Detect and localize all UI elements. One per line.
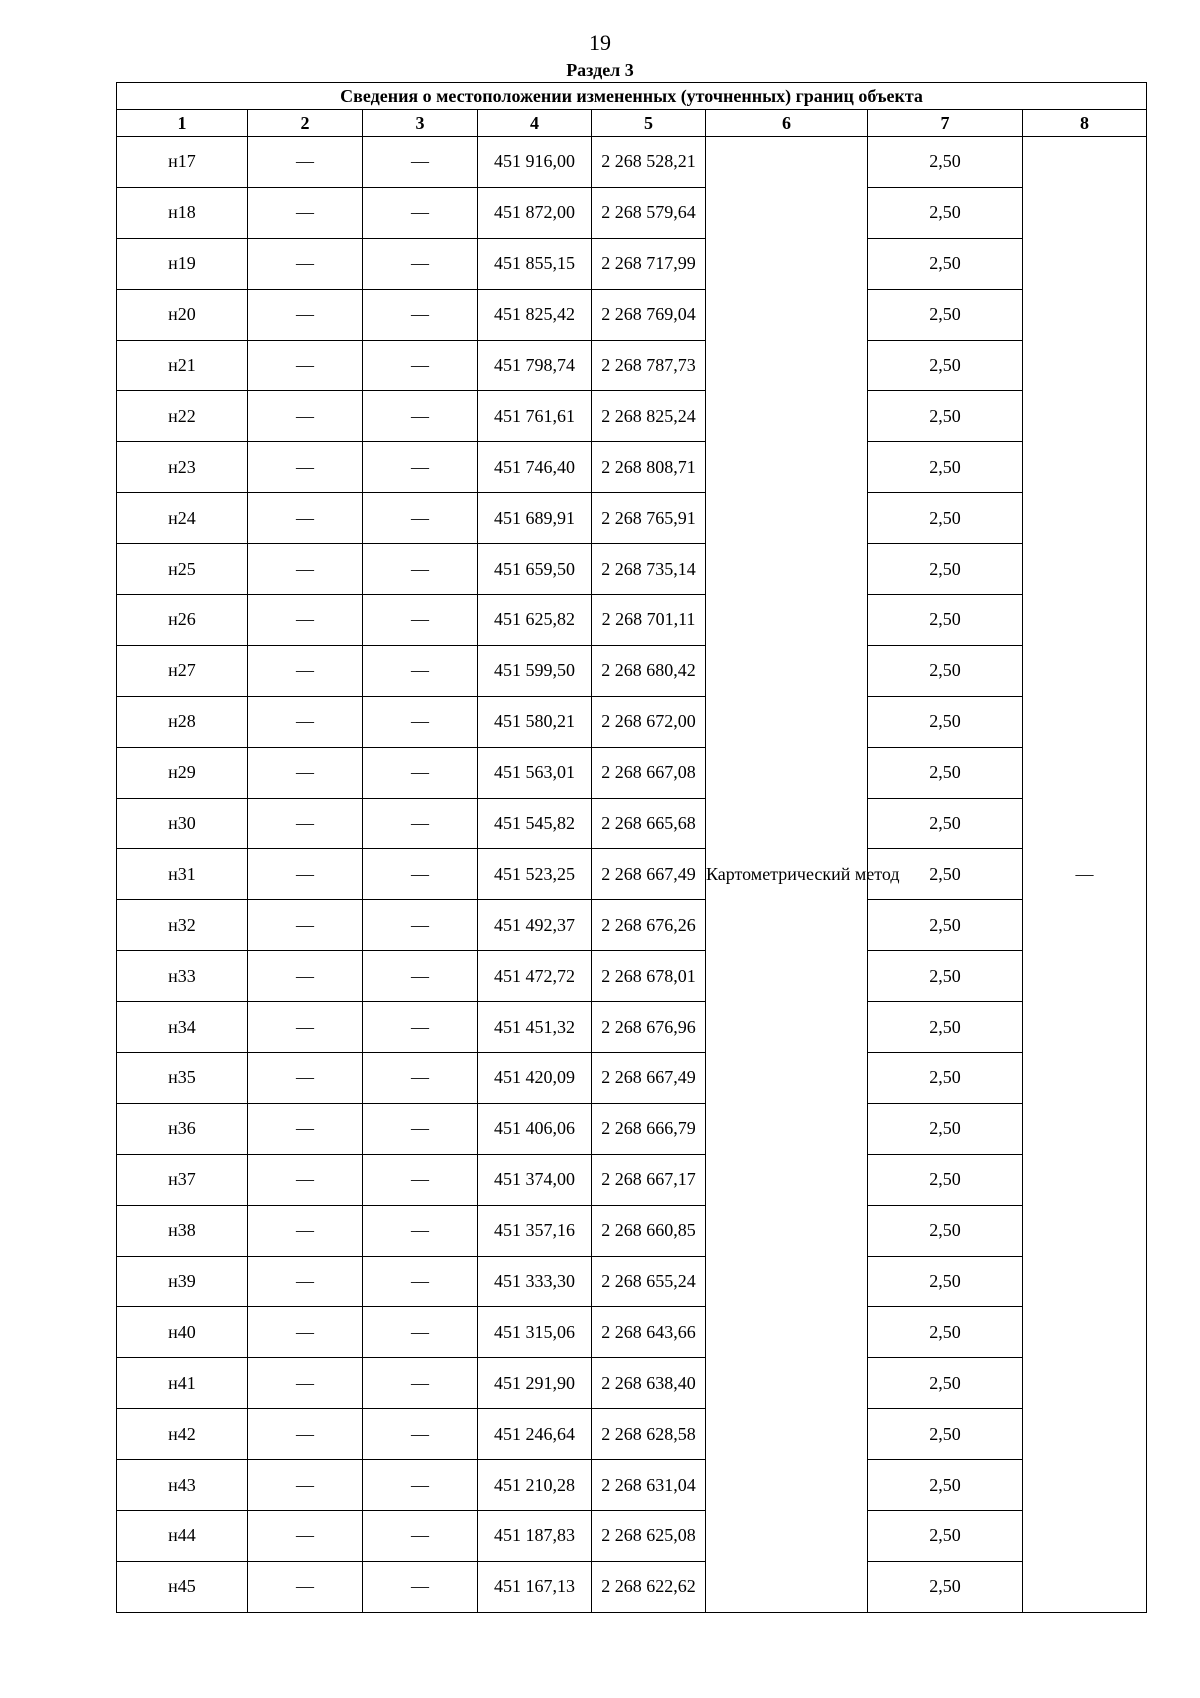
col2-cell: — <box>248 1002 363 1053</box>
col3-cell: — <box>363 1256 478 1307</box>
column-header-7: 7 <box>868 110 1023 137</box>
x-coordinate-cell: 451 167,13 <box>478 1561 592 1612</box>
y-coordinate-cell: 2 268 638,40 <box>592 1358 706 1409</box>
table-row <box>117 696 1147 747</box>
point-name-cell: н27 <box>117 645 248 696</box>
point-name-cell: н43 <box>117 1460 248 1511</box>
table-row <box>117 544 1147 595</box>
column-header-8: 8 <box>1023 110 1147 137</box>
y-coordinate-cell: 2 268 676,96 <box>592 1002 706 1053</box>
point-name-cell: н18 <box>117 187 248 238</box>
error-cell: 2,50 <box>868 289 1023 340</box>
col3-cell: — <box>363 1511 478 1562</box>
table-row <box>117 1511 1147 1562</box>
col2-cell: — <box>248 544 363 595</box>
error-cell: 2,50 <box>868 1460 1023 1511</box>
section-label: Раздел 3 <box>566 60 634 80</box>
point-name-cell: н45 <box>117 1561 248 1612</box>
col3-cell: — <box>363 798 478 849</box>
table-title: Сведения о местоположении измененных (уточненных) границ объекта <box>117 83 1147 110</box>
coordinates-table <box>116 82 1147 1613</box>
y-coordinate-cell: 2 268 660,85 <box>592 1205 706 1256</box>
col2-cell: — <box>248 442 363 493</box>
y-coordinate-cell: 2 268 787,73 <box>592 340 706 391</box>
col2-cell: — <box>248 1103 363 1154</box>
point-name-cell: н23 <box>117 442 248 493</box>
point-name-cell: н41 <box>117 1358 248 1409</box>
x-coordinate-cell: 451 761,61 <box>478 391 592 442</box>
error-cell: 2,50 <box>868 645 1023 696</box>
y-coordinate-cell: 2 268 769,04 <box>592 289 706 340</box>
point-name-cell: н42 <box>117 1409 248 1460</box>
x-coordinate-cell: 451 746,40 <box>478 442 592 493</box>
column-header-2: 2 <box>248 110 363 137</box>
point-name-cell: н32 <box>117 900 248 951</box>
col2-cell: — <box>248 1053 363 1104</box>
error-cell: 2,50 <box>868 900 1023 951</box>
col3-cell: — <box>363 951 478 1002</box>
table-row <box>117 1053 1147 1104</box>
x-coordinate-cell: 451 333,30 <box>478 1256 592 1307</box>
point-name-cell: н22 <box>117 391 248 442</box>
point-name-cell: н20 <box>117 289 248 340</box>
table-row <box>117 1409 1147 1460</box>
col3-cell: — <box>363 1154 478 1205</box>
x-coordinate-cell: 451 315,06 <box>478 1307 592 1358</box>
error-cell: 2,50 <box>868 340 1023 391</box>
error-cell: 2,50 <box>868 1256 1023 1307</box>
col3-cell: — <box>363 1053 478 1104</box>
table-row <box>117 849 1147 900</box>
error-cell: 2,50 <box>868 442 1023 493</box>
error-cell: 2,50 <box>868 187 1023 238</box>
col3-cell: — <box>363 238 478 289</box>
error-cell: 2,50 <box>868 849 1023 900</box>
col3-cell: — <box>363 1307 478 1358</box>
x-coordinate-cell: 451 291,90 <box>478 1358 592 1409</box>
x-coordinate-cell: 451 798,74 <box>478 340 592 391</box>
col8-cell: — <box>1023 137 1147 1613</box>
col3-cell: — <box>363 1409 478 1460</box>
x-coordinate-cell: 451 357,16 <box>478 1205 592 1256</box>
table-row <box>117 798 1147 849</box>
x-coordinate-cell: 451 872,00 <box>478 187 592 238</box>
x-coordinate-cell: 451 916,00 <box>478 137 592 188</box>
col3-cell: — <box>363 493 478 544</box>
column-header-6: 6 <box>706 110 868 137</box>
point-name-cell: н28 <box>117 696 248 747</box>
y-coordinate-cell: 2 268 667,17 <box>592 1154 706 1205</box>
col2-cell: — <box>248 1154 363 1205</box>
y-coordinate-cell: 2 268 579,64 <box>592 187 706 238</box>
x-coordinate-cell: 451 855,15 <box>478 238 592 289</box>
col2-cell: — <box>248 238 363 289</box>
error-cell: 2,50 <box>868 1103 1023 1154</box>
col3-cell: — <box>363 595 478 646</box>
y-coordinate-cell: 2 268 765,91 <box>592 493 706 544</box>
column-header-1: 1 <box>117 110 248 137</box>
col2-cell: — <box>248 1460 363 1511</box>
column-header-3: 3 <box>363 110 478 137</box>
column-header-5: 5 <box>592 110 706 137</box>
point-name-cell: н19 <box>117 238 248 289</box>
col2-cell: — <box>248 391 363 442</box>
point-name-cell: н38 <box>117 1205 248 1256</box>
point-name-cell: н29 <box>117 747 248 798</box>
col3-cell: — <box>363 747 478 798</box>
y-coordinate-cell: 2 268 643,66 <box>592 1307 706 1358</box>
y-coordinate-cell: 2 268 667,49 <box>592 849 706 900</box>
x-coordinate-cell: 451 659,50 <box>478 544 592 595</box>
y-coordinate-cell: 2 268 622,62 <box>592 1561 706 1612</box>
method-cell: Картометрический метод <box>706 137 868 1613</box>
point-name-cell: н25 <box>117 544 248 595</box>
error-cell: 2,50 <box>868 696 1023 747</box>
error-cell: 2,50 <box>868 137 1023 188</box>
y-coordinate-cell: 2 268 825,24 <box>592 391 706 442</box>
x-coordinate-cell: 451 406,06 <box>478 1103 592 1154</box>
table-row <box>117 391 1147 442</box>
x-coordinate-cell: 451 625,82 <box>478 595 592 646</box>
table-row <box>117 340 1147 391</box>
y-coordinate-cell: 2 268 667,08 <box>592 747 706 798</box>
y-coordinate-cell: 2 268 735,14 <box>592 544 706 595</box>
page-number: 19 <box>589 30 611 55</box>
error-cell: 2,50 <box>868 1307 1023 1358</box>
column-header-4: 4 <box>478 110 592 137</box>
error-cell: 2,50 <box>868 1409 1023 1460</box>
col3-cell: — <box>363 696 478 747</box>
error-cell: 2,50 <box>868 1053 1023 1104</box>
error-cell: 2,50 <box>868 798 1023 849</box>
x-coordinate-cell: 451 599,50 <box>478 645 592 696</box>
col3-cell: — <box>363 544 478 595</box>
y-coordinate-cell: 2 268 631,04 <box>592 1460 706 1511</box>
col2-cell: — <box>248 1256 363 1307</box>
x-coordinate-cell: 451 523,25 <box>478 849 592 900</box>
x-coordinate-cell: 451 420,09 <box>478 1053 592 1104</box>
error-cell: 2,50 <box>868 493 1023 544</box>
col3-cell: — <box>363 1358 478 1409</box>
point-name-cell: н24 <box>117 493 248 544</box>
y-coordinate-cell: 2 268 667,49 <box>592 1053 706 1104</box>
point-name-cell: н26 <box>117 595 248 646</box>
y-coordinate-cell: 2 268 628,58 <box>592 1409 706 1460</box>
col2-cell: — <box>248 595 363 646</box>
point-name-cell: н35 <box>117 1053 248 1104</box>
col2-cell: — <box>248 645 363 696</box>
x-coordinate-cell: 451 472,72 <box>478 951 592 1002</box>
x-coordinate-cell: 451 825,42 <box>478 289 592 340</box>
table-body <box>117 137 1147 1613</box>
error-cell: 2,50 <box>868 1561 1023 1612</box>
error-cell: 2,50 <box>868 1358 1023 1409</box>
error-cell: 2,50 <box>868 1002 1023 1053</box>
x-coordinate-cell: 451 210,28 <box>478 1460 592 1511</box>
y-coordinate-cell: 2 268 665,68 <box>592 798 706 849</box>
point-name-cell: н31 <box>117 849 248 900</box>
error-cell: 2,50 <box>868 595 1023 646</box>
col2-cell: — <box>248 951 363 1002</box>
col3-cell: — <box>363 340 478 391</box>
x-coordinate-cell: 451 492,37 <box>478 900 592 951</box>
error-cell: 2,50 <box>868 1511 1023 1562</box>
table-row <box>117 137 1147 188</box>
table-row <box>117 1307 1147 1358</box>
table-row <box>117 1256 1147 1307</box>
y-coordinate-cell: 2 268 666,79 <box>592 1103 706 1154</box>
error-cell: 2,50 <box>868 391 1023 442</box>
point-name-cell: н30 <box>117 798 248 849</box>
col2-cell: — <box>248 1561 363 1612</box>
col3-cell: — <box>363 442 478 493</box>
col2-cell: — <box>248 289 363 340</box>
table-row <box>117 1154 1147 1205</box>
error-cell: 2,50 <box>868 1154 1023 1205</box>
x-coordinate-cell: 451 187,83 <box>478 1511 592 1562</box>
point-name-cell: н36 <box>117 1103 248 1154</box>
x-coordinate-cell: 451 689,91 <box>478 493 592 544</box>
table-row <box>117 1358 1147 1409</box>
point-name-cell: н34 <box>117 1002 248 1053</box>
table-row <box>117 442 1147 493</box>
col2-cell: — <box>248 493 363 544</box>
col3-cell: — <box>363 1460 478 1511</box>
table-row <box>117 951 1147 1002</box>
col3-cell: — <box>363 900 478 951</box>
col3-cell: — <box>363 1205 478 1256</box>
col2-cell: — <box>248 747 363 798</box>
col2-cell: — <box>248 798 363 849</box>
col2-cell: — <box>248 849 363 900</box>
table-row <box>117 747 1147 798</box>
table-row <box>117 493 1147 544</box>
col3-cell: — <box>363 849 478 900</box>
col2-cell: — <box>248 1511 363 1562</box>
table-row <box>117 1103 1147 1154</box>
table-row <box>117 595 1147 646</box>
error-cell: 2,50 <box>868 238 1023 289</box>
col3-cell: — <box>363 1561 478 1612</box>
col2-cell: — <box>248 187 363 238</box>
y-coordinate-cell: 2 268 676,26 <box>592 900 706 951</box>
col3-cell: — <box>363 289 478 340</box>
point-name-cell: н21 <box>117 340 248 391</box>
col2-cell: — <box>248 1205 363 1256</box>
table-row <box>117 1002 1147 1053</box>
x-coordinate-cell: 451 563,01 <box>478 747 592 798</box>
col2-cell: — <box>248 1409 363 1460</box>
point-name-cell: н44 <box>117 1511 248 1562</box>
col2-cell: — <box>248 1307 363 1358</box>
table-row <box>117 900 1147 951</box>
col3-cell: — <box>363 137 478 188</box>
col2-cell: — <box>248 1358 363 1409</box>
col3-cell: — <box>363 645 478 696</box>
error-cell: 2,50 <box>868 747 1023 798</box>
point-name-cell: н33 <box>117 951 248 1002</box>
y-coordinate-cell: 2 268 678,01 <box>592 951 706 1002</box>
table-row <box>117 289 1147 340</box>
col2-cell: — <box>248 340 363 391</box>
col3-cell: — <box>363 391 478 442</box>
y-coordinate-cell: 2 268 655,24 <box>592 1256 706 1307</box>
table-row <box>117 1561 1147 1612</box>
y-coordinate-cell: 2 268 808,71 <box>592 442 706 493</box>
y-coordinate-cell: 2 268 528,21 <box>592 137 706 188</box>
error-cell: 2,50 <box>868 1205 1023 1256</box>
y-coordinate-cell: 2 268 717,99 <box>592 238 706 289</box>
col3-cell: — <box>363 1103 478 1154</box>
error-cell: 2,50 <box>868 544 1023 595</box>
col2-cell: — <box>248 137 363 188</box>
y-coordinate-cell: 2 268 680,42 <box>592 645 706 696</box>
x-coordinate-cell: 451 580,21 <box>478 696 592 747</box>
table-row <box>117 1205 1147 1256</box>
point-name-cell: н40 <box>117 1307 248 1358</box>
x-coordinate-cell: 451 545,82 <box>478 798 592 849</box>
col2-cell: — <box>248 900 363 951</box>
col3-cell: — <box>363 187 478 238</box>
y-coordinate-cell: 2 268 625,08 <box>592 1511 706 1562</box>
point-name-cell: н37 <box>117 1154 248 1205</box>
error-cell: 2,50 <box>868 951 1023 1002</box>
point-name-cell: н39 <box>117 1256 248 1307</box>
table-row <box>117 187 1147 238</box>
table-row <box>117 645 1147 696</box>
point-name-cell: н17 <box>117 137 248 188</box>
table-row <box>117 238 1147 289</box>
col2-cell: — <box>248 696 363 747</box>
y-coordinate-cell: 2 268 701,11 <box>592 595 706 646</box>
x-coordinate-cell: 451 374,00 <box>478 1154 592 1205</box>
table-row <box>117 1460 1147 1511</box>
y-coordinate-cell: 2 268 672,00 <box>592 696 706 747</box>
col3-cell: — <box>363 1002 478 1053</box>
x-coordinate-cell: 451 451,32 <box>478 1002 592 1053</box>
x-coordinate-cell: 451 246,64 <box>478 1409 592 1460</box>
